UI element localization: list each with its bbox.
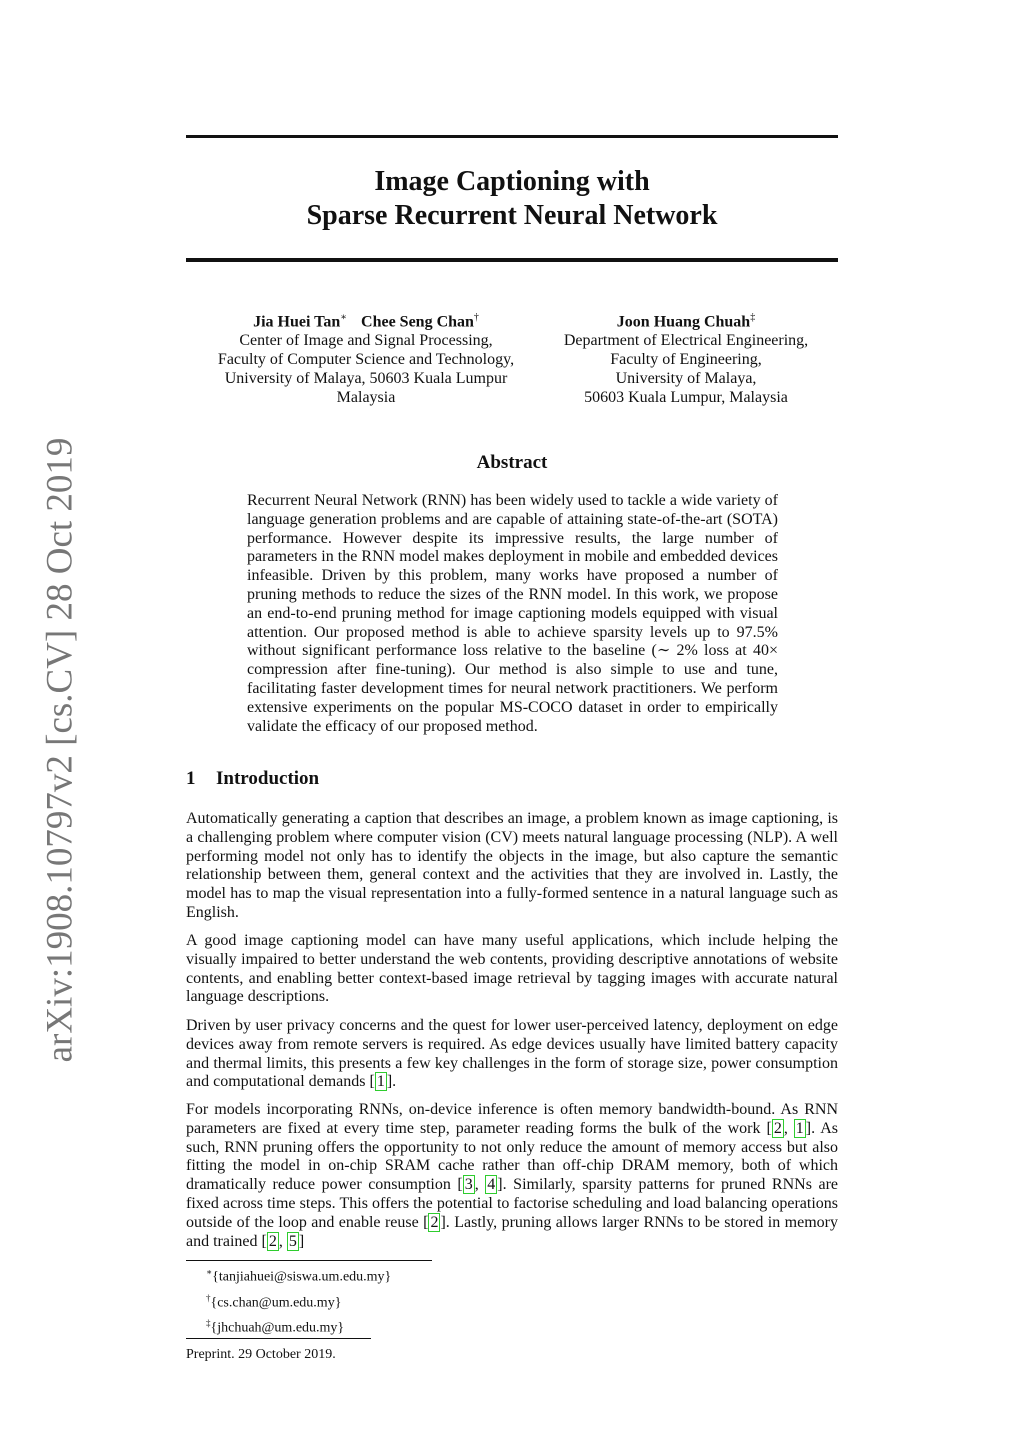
section-heading-introduction	[186, 768, 319, 790]
section-number: 1	[186, 768, 196, 789]
author-names-right	[546, 308, 826, 331]
paper-title	[186, 165, 838, 233]
footnote-text: {cs.chan@um.edu.my}	[210, 1295, 342, 1311]
footnote-rule	[186, 1260, 432, 1261]
intro-paragraph-1: Automatically generating a caption that describes an image, a problem known as image captioning, is a challenging problem where computer vision (CV) meets natural language processing (NLP). A well performing model not only has to identify the objects in the image, but also capture the semantic relationship between them, general context and the activities that they are involved in. Lastly, the model has to map the visual representation into a fully-formed sentence in a natural language such as English.	[186, 810, 838, 921]
author-names-left	[186, 308, 546, 331]
citation-link[interactable]: 2	[268, 1232, 277, 1250]
author-name-chuah: Joon Huang Chuah	[616, 313, 751, 331]
author-name-tan: Jia Huei Tan	[253, 313, 341, 331]
author-name-chan: Chee Seng Chan	[361, 313, 474, 331]
citation-link[interactable]: 2	[773, 1119, 782, 1137]
footnote-item	[206, 1288, 391, 1314]
author-block-left	[186, 308, 546, 407]
preprint-note: Preprint. 29 October 2019.	[186, 1347, 336, 1362]
intro-paragraph-4: For models incorporating RNNs, on-device inference is often memory bandwidth-bound. As RNN parameters are fixed at every time step, parameter reading forms the bulk of the work [ 2 , 1 ]. As such, RNN pruning offers the opportunity to not only reduce the amount of memory access but also fitting the model in on-chip SRAM cache rather than off-chip DRAM memory, both of which dramatically reduce power consumption [ 3 , 4 ]. Similarly, sparsity patterns for pruned RNNs are fixed across time steps. This offers the potential to factorise scheduling and load balancing operations outside of the loop and enable reuse [ 2 ]. Lastly, pruning allows larger RNNs to be stored in memory and trained [ 2 , 5 ]	[186, 1101, 838, 1250]
title-bottom-rule	[186, 258, 838, 262]
footnotes	[206, 1262, 391, 1339]
affiliation-line: Center of Image and Signal Processing,	[239, 332, 493, 350]
affiliation-line: Faculty of Engineering,	[610, 351, 762, 369]
title-line-1: Image Captioning with	[374, 166, 650, 197]
preprint-rule	[186, 1338, 371, 1339]
intro-paragraph-2: A good image captioning model can have many useful applications, which include helping the visually impaired to better understand the web contents, providing descriptive annotations of website contents, and enabling better context-based image retrieval by tagging images with accurate natural language descriptions.	[186, 932, 838, 1006]
paragraph-text: . Lastly, pruning allows larger RNNs to be stored in memory and trained	[186, 1213, 838, 1250]
affiliation-line: Faculty of Computer Science and Technology,	[217, 351, 515, 369]
citation-link[interactable]: 1	[376, 1073, 385, 1091]
author-mark-chuah: ‡	[750, 312, 756, 323]
author-mark-tan: ∗	[340, 312, 348, 323]
citation-link[interactable]: 2	[430, 1213, 439, 1231]
abstract-heading: Abstract	[476, 452, 548, 473]
affiliation-line: Malaysia	[336, 389, 396, 407]
abstract-text: Recurrent Neural Network (RNN) has been widely used to tackle a wide variety of language generation problems and are capable of attaining state-of-the-art (SOTA) performance. However despite its impressive results, the large number of parameters in the RNN model makes deployment in mobile and embedded devices infeasible. Driven by this problem, many works have proposed a number of pruning methods to reduce the sizes of the RNN model. In this work, we propose an end-to-end pruning method for image captioning models equipped with visual attention. Our proposed method is able to achieve sparsity levels up to 97.5% without significant performance loss relative to the baseline (∼ 2% loss at 40× compression after fine-tuning). Our method is also simple to use and tune, facilitating faster development times for neural network practitioners. We perform extensive experiments on the popular MS-COCO dataset in order to empirically validate the efficacy of our proposed method.	[247, 492, 778, 735]
arxiv-identifier-stamp: arXiv:1908.10797v2 [cs.CV] 28 Oct 2019	[39, 437, 81, 1063]
affiliation-line: University of Malaya,	[615, 370, 757, 388]
footnote-mark: †	[206, 1292, 211, 1303]
author-mark-chan: †	[473, 312, 479, 323]
affiliation-line: University of Malaya, 50603 Kuala Lumpur	[224, 370, 508, 388]
author-block-right	[546, 308, 826, 407]
citation-link[interactable]: 5	[288, 1232, 297, 1250]
footnote-item	[206, 1313, 391, 1339]
footnote-mark: ∗	[206, 1267, 213, 1277]
paragraph-text: For models incorporating RNNs, on-device inference is often memory bandwidth-bound. As RNN parameters are fixed at every time step, parameter reading forms the bulk of the work	[186, 1101, 838, 1137]
affiliation-line: Department of Electrical Engineering,	[563, 332, 809, 350]
intro-paragraph-3: Driven by user privacy concerns and the quest for lower user-perceived latency, deployment on edge devices away from remote servers is required. As edge devices usually have limited battery capacity and thermal limits, this presents a few key challenges in the form of storage size, power consumption and computational demands [ 1 ].	[186, 1017, 838, 1091]
footnote-text: {tanjiahuei@siswa.um.edu.my}	[212, 1269, 392, 1285]
paragraph-text: Driven by user privacy concerns and the quest for lower user-perceived latency, deployment on edge devices away from remote servers is required. As edge devices usually have limited battery capacity and thermal limits, this presents a few key challenges in the form of storage size, power consumption and computational demands	[186, 1017, 838, 1091]
citation-link[interactable]: 3	[464, 1176, 473, 1194]
footnote-text: {jhchuah@um.edu.my}	[210, 1320, 345, 1336]
affiliation-line: 50603 Kuala Lumpur, Malaysia	[584, 389, 788, 407]
title-top-rule	[186, 135, 838, 138]
paragraph-text: . Similarly, sparsity patterns for pruned RNNs are fixed across time steps. This offers the potential to factorise scheduling and load balancing operations outside of the loop and enable reuse	[186, 1176, 838, 1231]
footnote-item	[206, 1262, 391, 1288]
paragraph-text: . As such, RNN pruning offers the opportunity to not only reduce the amount of memory access but also fitting the model in on-chip SRAM cache rather than off-chip DRAM memory, both of which dramatically reduce power consumption	[186, 1119, 838, 1194]
citation-link[interactable]: 1	[795, 1119, 804, 1137]
title-line-2: Sparse Recurrent Neural Network	[306, 200, 718, 231]
section-title: Introduction	[216, 768, 320, 789]
citation-link[interactable]: 4	[487, 1176, 496, 1194]
footnote-mark: ‡	[206, 1318, 211, 1329]
